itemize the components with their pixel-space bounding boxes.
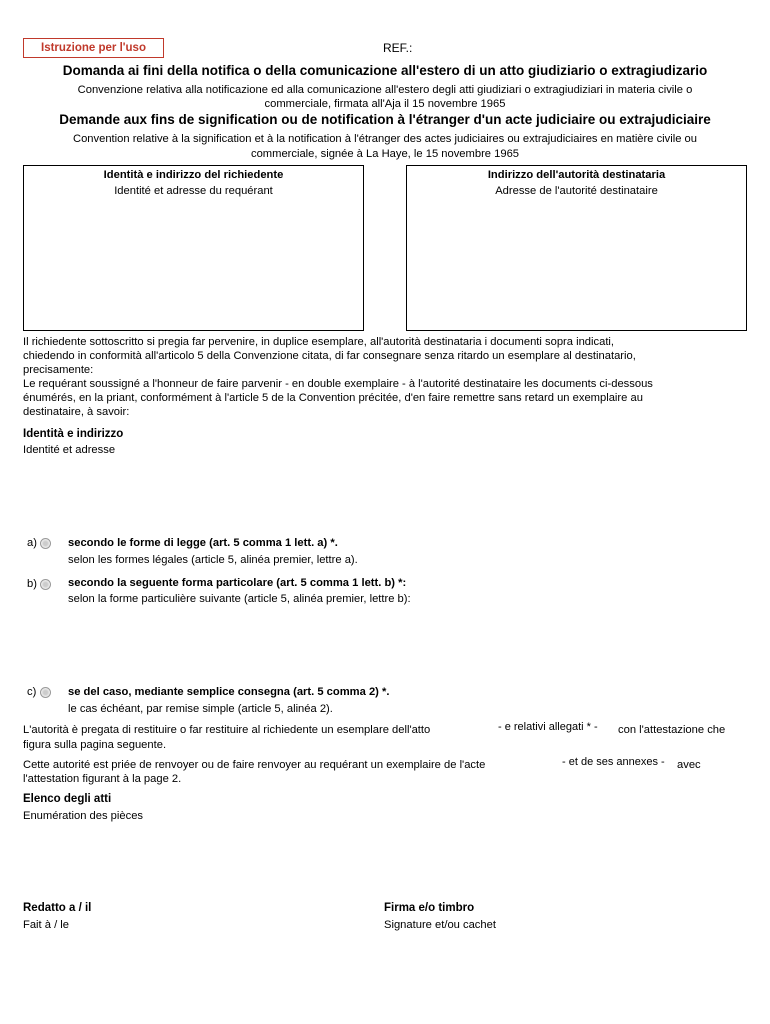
done-at-label-fr: Fait à / le	[23, 919, 70, 931]
documents-label-it: Elenco degli atti	[23, 793, 112, 805]
request-fr-line-1: Le requérant soussigné a l'honneur de faire parvenir - en double exemplaire - à l'autorité destinataire les documents ci-dessous	[23, 378, 653, 390]
requester-box[interactable]	[23, 165, 364, 331]
requester-box-title-fr: Identité et adresse du requérant	[114, 185, 273, 197]
option-c-label-fr: le cas échéant, par remise simple (article 5, alinéa 2).	[68, 703, 333, 715]
instructions-button[interactable]: Istruzione per l'uso	[23, 38, 164, 58]
request-it-line-3: precisamente:	[23, 364, 94, 376]
subtitle-french-line-2: commerciale, signée à La Haye, le 15 novembre 1965	[250, 147, 520, 160]
subtitle-italian-line-1: Convenzione relativa alla notificazione ed alla comunicazione all'estero degli atti giudiziari o extragiudiziari in materia civile o	[77, 84, 693, 96]
option-a-letter: a)	[27, 537, 37, 549]
identity-label-it: Identità e indirizzo	[23, 428, 124, 440]
return-fr-line-2: l'attestation figurant à la page 2.	[23, 773, 182, 785]
option-a-radio[interactable]	[40, 538, 51, 549]
return-it-line-2: figura sulla pagina seguente.	[23, 739, 167, 751]
requester-box-title-it: Identità e indirizzo del richiedente	[103, 169, 284, 181]
done-at-label-it: Redatto a / il	[23, 902, 92, 914]
title-italian: Domanda ai fini della notifica o della comunicazione all'estero di un atto giudiziario o extragiudizario	[62, 63, 708, 78]
request-paragraph	[23, 335, 748, 419]
option-b-label-fr: selon la forme particulière suivante (article 5, alinéa premier, lettre b):	[68, 593, 411, 605]
authority-box[interactable]	[406, 165, 747, 331]
subtitle-italian	[30, 83, 740, 111]
return-it-annex: - e relativi allegati * -	[498, 721, 598, 733]
signature-label-it: Firma e/o timbro	[384, 902, 475, 914]
return-it-line-1: L'autorità è pregata di restituire o far restituire al richiedente un esemplare dell'atto	[23, 724, 431, 736]
return-fr-tail: avec	[677, 759, 701, 771]
return-fr-annex: - et de ses annexes -	[562, 756, 665, 768]
return-fr-line-1: Cette autorité est priée de renvoyer ou de faire renvoyer au requérant un exemplaire de l'acte	[23, 759, 486, 771]
authority-box-title-fr: Adresse de l'autorité destinataire	[495, 185, 658, 197]
ref-label: REF.:	[383, 41, 413, 55]
title-french: Demande aux fins de signification ou de notification à l'étranger d'un acte judiciaire ou extrajudiciaire	[59, 112, 711, 127]
option-a-label-fr: selon les formes légales (article 5, alinéa premier, lettre a).	[68, 554, 358, 566]
request-fr-line-3: destinataire, à savoir:	[23, 406, 130, 418]
option-c-label-it: se del caso, mediante semplice consegna (art. 5 comma 2) *.	[68, 686, 390, 698]
option-b-label-it: secondo la seguente forma particolare (art. 5 comma 1 lett. b) *:	[68, 577, 407, 589]
request-it-line-2: chiedendo in conformità all'articolo 5 della Convenzione citata, di far consegnare senza ritardo un esemplare al destinatario,	[23, 350, 636, 362]
subtitle-french	[25, 132, 745, 161]
subtitle-french-line-1: Convention relative à la signification et à la notification à l'étranger des actes judiciaires ou extrajudiciaires en matière civile ou	[73, 133, 697, 145]
authority-box-title-it: Indirizzo dell'autorità destinataria	[487, 169, 666, 181]
documents-label-fr: Enumération des pièces	[23, 810, 144, 822]
option-b-letter: b)	[27, 578, 37, 590]
request-it-line-1: Il richiedente sottoscritto si pregia far pervenire, in duplice esemplare, all'autorità destinataria i documenti sopra indicati,	[23, 336, 615, 348]
signature-label-fr: Signature et/ou cachet	[384, 919, 496, 931]
return-it-tail: con l'attestazione che	[618, 724, 726, 736]
option-c-radio[interactable]	[40, 687, 51, 698]
subtitle-italian-line-2: commerciale, firmata all'Aja il 15 novembre 1965	[264, 98, 506, 110]
option-c-letter: c)	[27, 686, 37, 698]
option-a-label-it: secondo le forme di legge (art. 5 comma 1 lett. a) *.	[68, 537, 338, 549]
option-b-radio[interactable]	[40, 579, 51, 590]
request-fr-line-2: énumérés, en la priant, conformément à l'article 5 de la Convention précitée, d'en faire remettre sans retard un exemplaire au	[23, 392, 643, 404]
identity-label-fr: Identité et adresse	[23, 444, 116, 456]
